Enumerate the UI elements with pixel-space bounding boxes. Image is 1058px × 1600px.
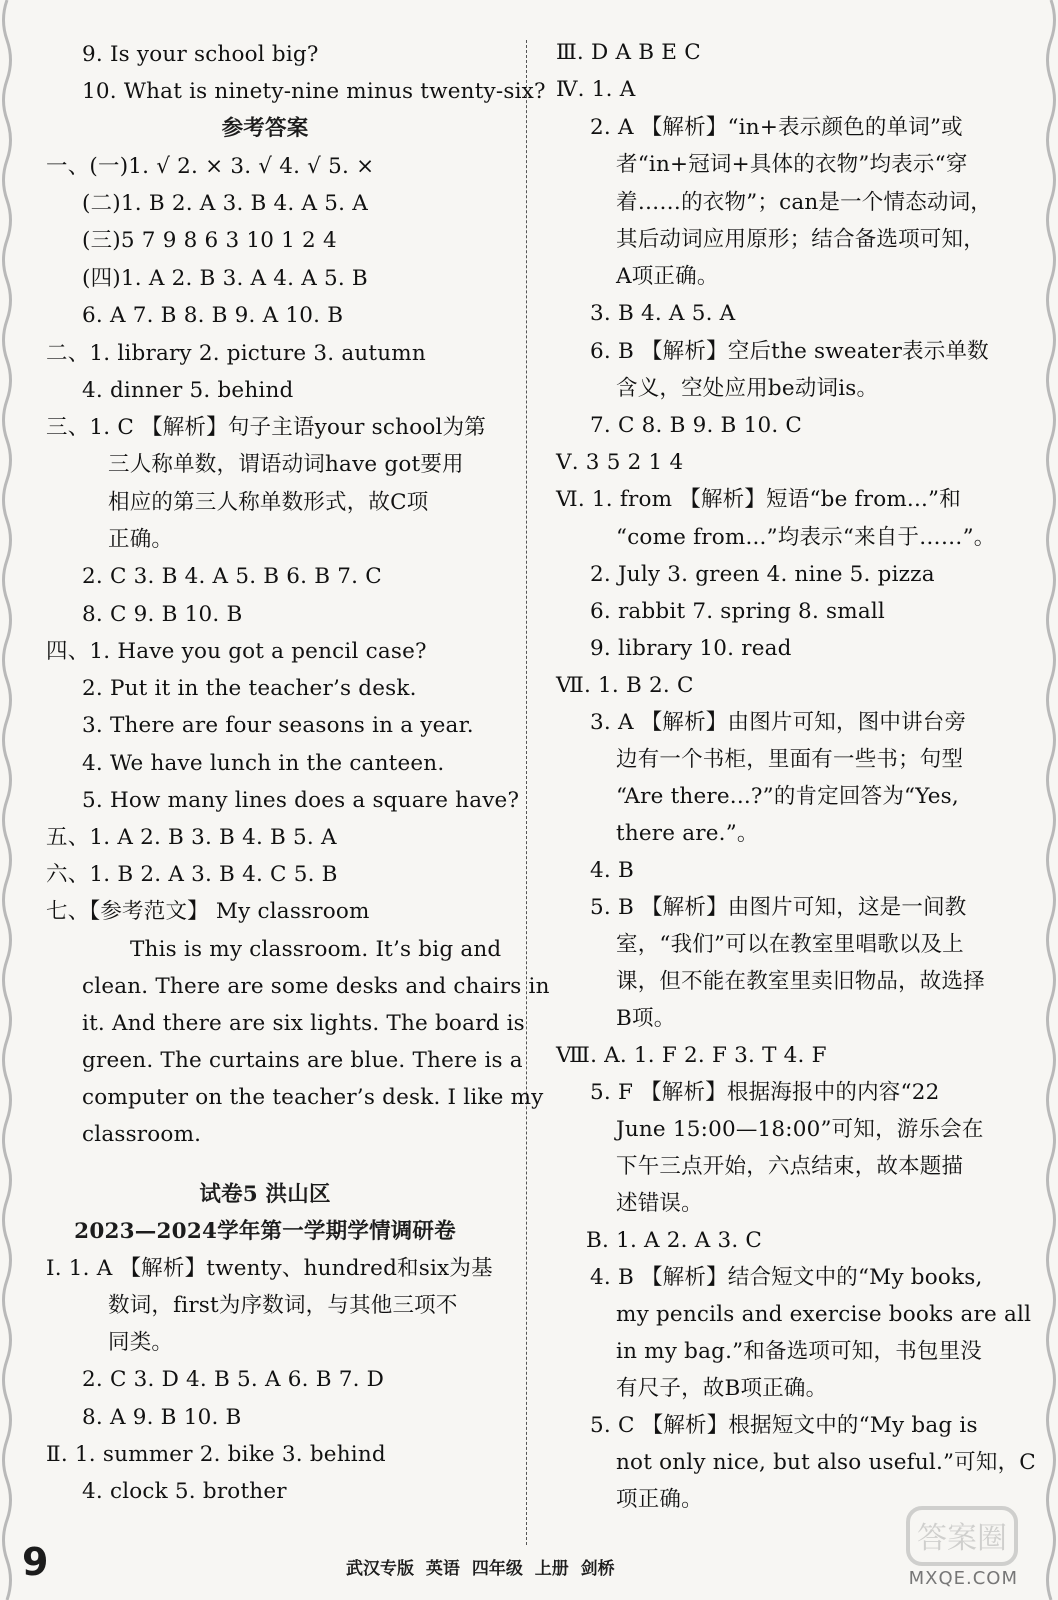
question-10: 10. What is ninety-nine minus twenty-six?: [82, 79, 546, 104]
answer-line: 7. C 8. B 9. B 10. C: [590, 413, 803, 438]
answer-line: (三)5 7 9 8 6 3 10 1 2 4: [82, 228, 337, 253]
question-9: 9. Is your school big?: [82, 42, 319, 67]
wavy-border-right: [1044, 0, 1058, 1600]
answer-line: my pencils and exercise books are all: [616, 1302, 1032, 1327]
answer-line: (四)1. A 2. B 3. A 4. A 5. B: [82, 266, 368, 291]
answer-line: Ⅱ. 1. summer 2. bike 3. behind: [46, 1442, 386, 1467]
answer-line: 8. C 9. B 10. B: [82, 602, 243, 627]
answer-line: 4. dinner 5. behind: [82, 378, 294, 403]
answer-line: June 15:00—18:00”可知，游乐会在: [616, 1117, 984, 1142]
answer-line: 9. library 10. read: [590, 636, 792, 661]
answer-line: 3. A 【解析】由图片可知，图中讲台旁: [590, 710, 967, 735]
answer-line: Ⅵ. 1. from 【解析】短语“be from...”和: [556, 487, 961, 512]
answer-line: 一、(一)1. √ 2. × 3. √ 4. √ 5. ×: [46, 154, 375, 179]
answer-line: 5. How many lines does a square have?: [82, 788, 520, 813]
answer-line: 课，但不能在教室里卖旧物品，故选择: [616, 969, 985, 994]
watermark-site: MXQE.COM: [908, 1568, 1018, 1589]
answer-line: (二)1. B 2. A 3. B 4. A 5. A: [82, 191, 368, 216]
wavy-border-left: [0, 0, 14, 1600]
answer-line: 六、1. B 2. A 3. B 4. C 5. B: [46, 862, 338, 887]
essay-line: classroom.: [82, 1122, 202, 1147]
answer-line: 5. C 【解析】根据短文中的“My bag is: [590, 1413, 978, 1438]
page-number: 9: [22, 1540, 49, 1584]
footer-info: 武汉专版 英语 四年级 上册 剑桥: [346, 1559, 615, 1579]
essay-line: it. And there are six lights. The board is: [82, 1011, 525, 1036]
answer-line: “Are there...?”的肯定回答为“Yes,: [616, 784, 959, 809]
answer-line: 其后动词应用原形；结合备选项可知，: [616, 227, 985, 252]
answer-line: 二、1. library 2. picture 3. autumn: [46, 341, 426, 366]
exam-subtitle: 2023—2024学年第一学期学情调研卷: [74, 1219, 456, 1244]
answer-line: 4. B: [590, 858, 634, 883]
answer-line: 2. C 3. B 4. A 5. B 6. B 7. C: [82, 564, 382, 589]
answer-line: 4. We have lunch in the canteen.: [82, 751, 445, 776]
essay-line: computer on the teacher’s desk. I like my: [82, 1085, 544, 1110]
answer-line: 下午三点开始，六点结束，故本题描: [616, 1154, 964, 1179]
answer-line: 四、1. Have you got a pencil case?: [46, 639, 427, 664]
answer-line: 5. B 【解析】由图片可知，这是一间教: [590, 895, 967, 920]
answer-line: not only nice, but also useful.”可知，C: [616, 1450, 1036, 1475]
answer-line: 6. B 【解析】空后the sweater表示单数: [590, 339, 989, 364]
answer-line: 正确。: [108, 527, 174, 552]
answer-line: 项正确。: [616, 1487, 703, 1512]
answer-line: 3. There are four seasons in a year.: [82, 713, 474, 738]
answer-line: 数词，first为序数词，与其他三项不: [108, 1293, 458, 1318]
answer-line: in my bag.”和备选项可知，书包里没: [616, 1339, 982, 1364]
answer-line: B. 1. A 2. A 3. C: [586, 1228, 763, 1253]
answer-line: 5. F 【解析】根据海报中的内容“22: [590, 1080, 940, 1105]
answer-line: 3. B 4. A 5. A: [590, 301, 736, 326]
answer-line: Ⅴ. 3 5 2 1 4: [556, 450, 684, 475]
answer-line: 有尺子，故B项正确。: [616, 1376, 828, 1401]
column-divider: [526, 40, 527, 1545]
answer-line: 2. Put it in the teacher’s desk.: [82, 676, 417, 701]
answer-line: 同类。: [108, 1330, 174, 1355]
answer-line: 者“in+冠词+具体的衣物”均表示“穿: [616, 152, 968, 177]
answer-line: Ⅷ. A. 1. F 2. F 3. T 4. F: [556, 1043, 827, 1068]
answers-heading: 参考答案: [221, 116, 309, 141]
answer-line: 三、1. C 【解析】句子主语your school为第: [46, 415, 486, 440]
answer-line: 2. July 3. green 4. nine 5. pizza: [590, 562, 935, 587]
answer-line: B项。: [616, 1006, 676, 1031]
essay-line: green. The curtains are blue. There is a: [82, 1048, 523, 1073]
answer-line: A项正确。: [616, 264, 719, 289]
exam-title: 试卷5 洪山区: [199, 1182, 331, 1207]
answer-line: 三人称单数，谓语动词have got要用: [108, 452, 464, 477]
essay-line: This is my classroom. It’s big and: [130, 937, 502, 962]
essay-line: clean. There are some desks and chairs in: [82, 974, 550, 999]
answer-line: 2. C 3. D 4. B 5. A 6. B 7. D: [82, 1367, 385, 1392]
answer-line: 4. B 【解析】结合短文中的“My books,: [590, 1265, 983, 1290]
answer-line: 2. A 【解析】“in+表示颜色的单词”或: [590, 115, 963, 140]
answer-line: 述错误。: [616, 1191, 703, 1216]
answer-line: 6. A 7. B 8. B 9. A 10. B: [82, 303, 344, 328]
answer-line: 着……的衣物”；can是一个情态动词，: [616, 190, 992, 215]
answer-line: 6. rabbit 7. spring 8. small: [590, 599, 885, 624]
watermark-logo-text: 答案圈: [917, 1521, 1007, 1556]
answer-line: Ⅲ. D A B E C: [556, 40, 701, 65]
answer-line: 相应的第三人称单数形式，故C项: [108, 490, 429, 515]
answer-line: 边有一个书柜，里面有一些书；句型: [616, 747, 964, 772]
answer-line: Ⅳ. 1. A: [556, 77, 636, 102]
answer-line: Ⅶ. 1. B 2. C: [556, 673, 694, 698]
answer-line: “come from...”均表示“来自于……”。: [616, 525, 996, 550]
answer-line: there are.”。: [616, 821, 759, 846]
answer-line: 室，“我们”可以在教室里唱歌以及上: [616, 932, 964, 957]
answer-line: 五、1. A 2. B 3. B 4. B 5. A: [46, 825, 337, 850]
answer-line: Ⅰ. 1. A 【解析】twenty、hundred和six为基: [46, 1256, 493, 1281]
answer-line: 8. A 9. B 10. B: [82, 1405, 242, 1430]
answer-line: 七、【参考范文】 My classroom: [46, 899, 370, 924]
answer-line: 含义，空处应用be动词is。: [616, 376, 879, 401]
answer-line: 4. clock 5. brother: [82, 1479, 287, 1504]
